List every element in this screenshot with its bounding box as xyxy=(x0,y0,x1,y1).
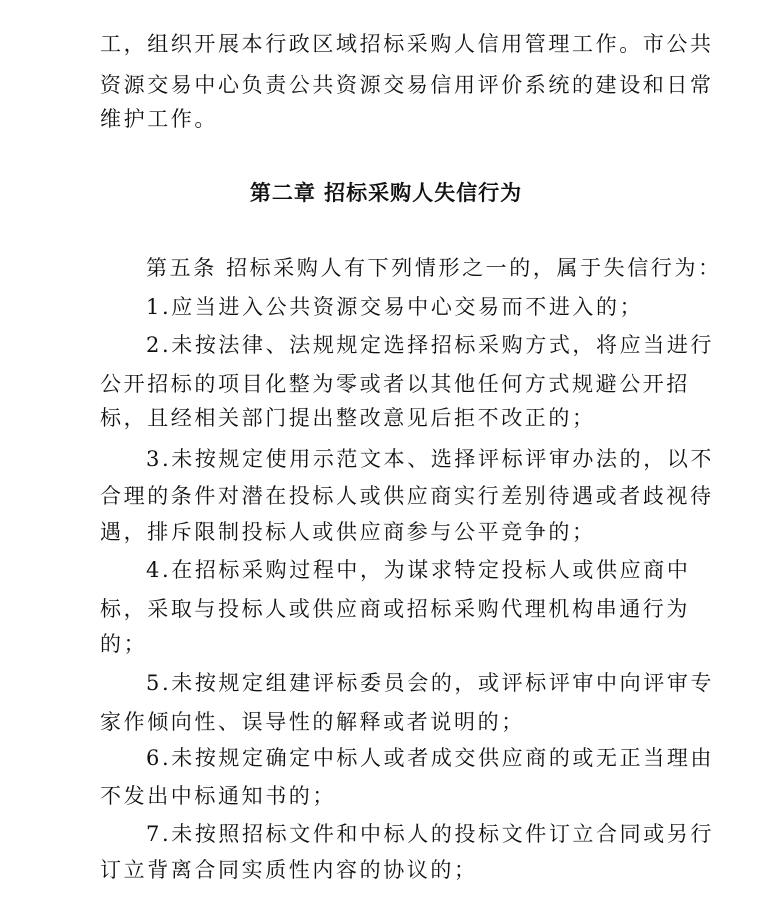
item-4-line-1: 4.在招标采购过程中，为谋求特定投标人或供应商中 xyxy=(146,558,691,582)
item-4-line-2: 标，采取与投标人或供应商或招标采购代理机构串通行为 xyxy=(100,597,690,621)
intro-line-3: 维护工作。 xyxy=(100,107,218,131)
intro-line-2: 资源交易中心负责公共资源交易信用评价系统的建设和日常 xyxy=(100,73,714,97)
item-3-line-1: 3.未按规定使用示范文本、选择评标评审办法的，以不 xyxy=(146,447,715,471)
item-5-line-2: 家作倾向性、误导性的解释或者说明的； xyxy=(100,710,525,734)
item-4-line-3: 的； xyxy=(100,632,148,656)
article-5-lead: 第五条 招标采购人有下列情形之一的，属于失信行为： xyxy=(146,256,722,280)
intro-line-1: 工，组织开展本行政区域招标采购人信用管理工作。市公共 xyxy=(100,32,714,56)
item-6-line-2: 不发出中标通知书的； xyxy=(100,784,336,808)
item-7-line-1: 7.未按照招标文件和中标人的投标文件订立合同或另行 xyxy=(146,822,715,846)
item-7-line-2: 订立背离合同实质性内容的协议的； xyxy=(100,858,478,882)
item-6-line-1: 6.未按规定确定中标人或者成交供应商的或无正当理由 xyxy=(146,746,715,770)
item-2-line-3: 标，且经相关部门提出整改意见后拒不改正的； xyxy=(100,406,596,430)
item-2-line-2: 公开招标的项目化整为零或者以其他任何方式规避公开招 xyxy=(100,372,690,396)
chapter-title: 第二章 招标采购人失信行为 xyxy=(249,181,523,205)
item-3-line-3: 遇，排斥限制投标人或供应商参与公平竞争的； xyxy=(100,520,596,544)
item-2-line-1: 2.未按法律、法规规定选择招标采购方式，将应当进行 xyxy=(146,333,715,357)
item-3-line-2: 合理的条件对潜在投标人或供应商实行差别待遇或者歧视待 xyxy=(100,484,714,508)
item-5-line-1: 5.未按规定组建评标委员会的，或评标评审中向评审专 xyxy=(146,671,715,695)
item-1-line-1: 1.应当进入公共资源交易中心交易而不进入的； xyxy=(146,295,644,319)
